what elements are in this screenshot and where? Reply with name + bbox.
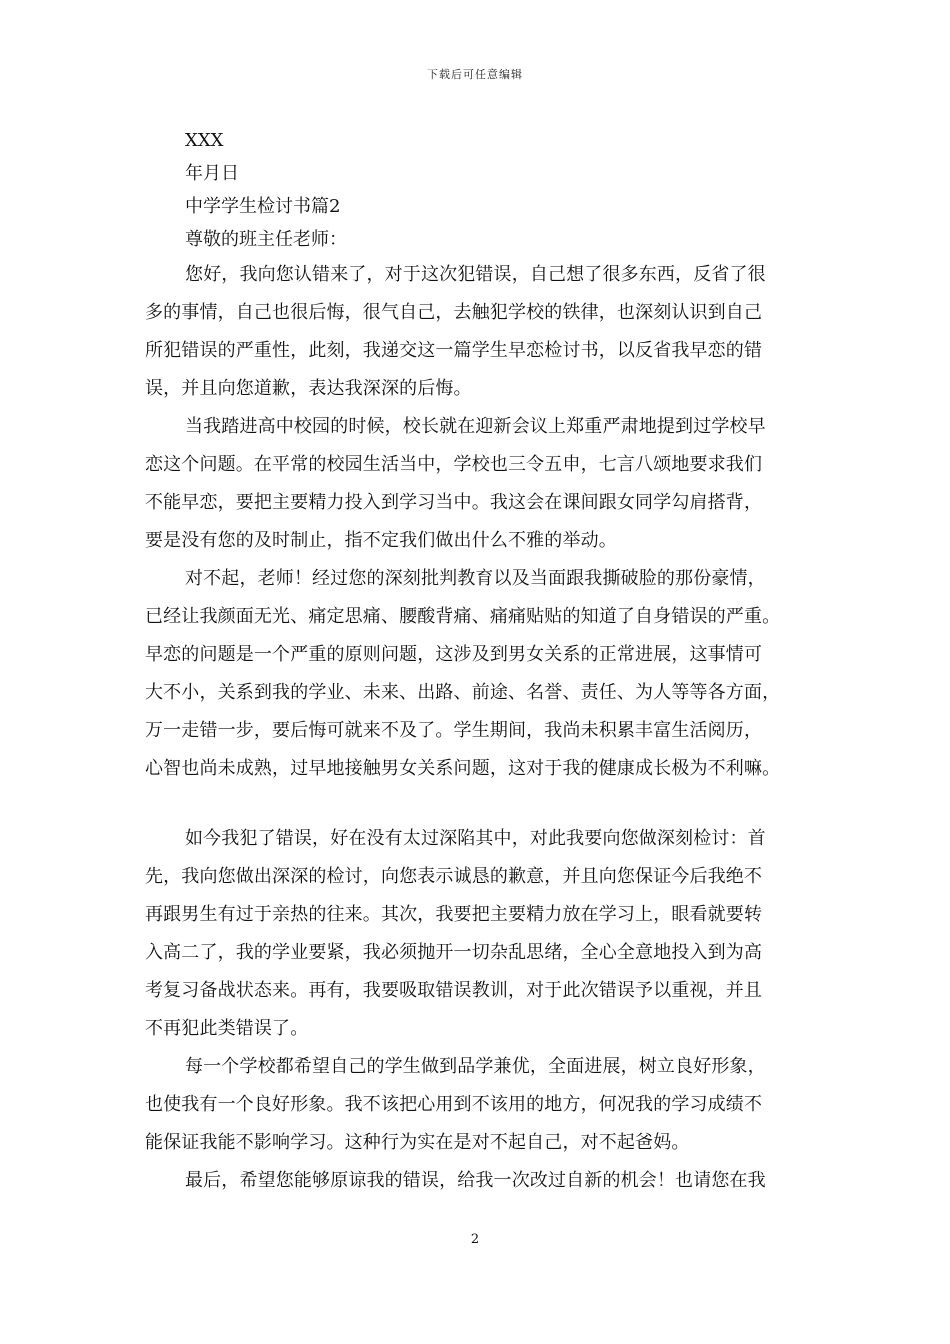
paragraph-commitments <box>145 820 817 1048</box>
paragraph-line: 所犯错误的严重性，此刻，我递交这一篇学生早恋检讨书，以反省我早恋的错 <box>145 340 763 361</box>
paragraph-line: 再跟男生有过于亲热的往来。其次，我要把主要精力放在学习上，眼看就要转 <box>145 904 763 925</box>
page-header-note: 下载后可任意编辑 <box>427 68 523 81</box>
paragraph-line: 万一走错一步，要后悔可就来不及了。学生期间，我尚未积累丰富生活阅历， <box>145 720 763 741</box>
paragraph-seriousness <box>145 560 817 788</box>
paragraph-spacer <box>145 788 817 820</box>
document-body <box>145 124 817 1200</box>
paragraph-line: 最后，希望您能够原谅我的错误，给我一次改过自新的机会！也请您在我 <box>185 1170 766 1191</box>
paragraph-line: 您好，我向您认错来了，对于这次犯错误，自己想了很多东西，反省了很 <box>185 264 766 285</box>
paragraph-line: 也使我有一个良好形象。我不该把心用到不该用的地方，何况我的学习成绩不 <box>145 1094 763 1115</box>
paragraph-line: 已经让我颜面无光、痛定思痛、腰酸背痛、痛痛贴贴的知道了自身错误的严重。 <box>145 606 781 627</box>
salutation: 尊敬的班主任老师： <box>185 229 347 250</box>
paragraph-good-image <box>145 1048 817 1162</box>
section-title: 中学学生检讨书篇2 <box>185 196 341 217</box>
paragraph-line: 对不起，老师！经过您的深刻批判教育以及当面跟我撕破脸的那份豪情， <box>185 568 766 589</box>
signature-date: 年月日 <box>185 163 239 184</box>
paragraph-line: 不再犯此类错误了。 <box>145 1018 309 1039</box>
paragraph-line: 心智也尚未成熟，过早地接触男女关系问题，这对于我的健康成长极为不利嘛。 <box>145 758 781 779</box>
signature-name: XXX <box>185 130 224 151</box>
page-number: 2 <box>470 1232 480 1247</box>
paragraph-closing <box>145 1162 817 1200</box>
paragraph-line: 误，并且向您道歉，表达我深深的后悔。 <box>145 378 472 399</box>
paragraph-line: 不能早恋，要把主要精力投入到学习当中。我这会在课间跟女同学勾肩搭背， <box>145 492 763 513</box>
paragraph-line: 考复习备战状态来。再有，我要吸取错误教训，对于此次错误予以重视，并且 <box>145 980 763 1001</box>
paragraph-line: 恋这个问题。在平常的校园生活当中，学校也三令五申，七言八颂地要求我们 <box>145 454 763 475</box>
paragraph-school-rules <box>145 408 817 560</box>
paragraph-line: 如今我犯了错误，好在没有太过深陷其中，对此我要向您做深刻检讨：首 <box>185 828 766 849</box>
paragraph-line: 要是没有您的及时制止，指不定我们做出什么不雅的举动。 <box>145 530 617 551</box>
paragraph-line: 当我踏进高中校园的时候，校长就在迎新会议上郑重严肃地提到过学校早 <box>185 416 766 437</box>
paragraph-line: 先，我向您做出深深的检讨，向您表示诚恳的歉意，并且向您保证今后我绝不 <box>145 866 763 887</box>
paragraph-line: 大不小，关系到我的学业、未来、出路、前途、名誉、责任、为人等等各方面， <box>145 682 781 703</box>
paragraph-line: 能保证我能不影响学习。这种行为实在是对不起自己，对不起爸妈。 <box>145 1132 690 1153</box>
paragraph-line: 每一个学校都希望自己的学生做到品学兼优，全面进展，树立良好形象， <box>185 1056 766 1077</box>
paragraph-line: 早恋的问题是一个严重的原则问题，这涉及到男女关系的正常进展，这事情可 <box>145 644 763 665</box>
paragraph-line: 多的事情，自己也很后悔，很气自己，去触犯学校的铁律，也深刻认识到自己 <box>145 302 763 323</box>
paragraph-apology-intro <box>145 256 817 408</box>
paragraph-line: 入高二了，我的学业要紧，我必须抛开一切杂乱思绪，全心全意地投入到为高 <box>145 942 763 963</box>
